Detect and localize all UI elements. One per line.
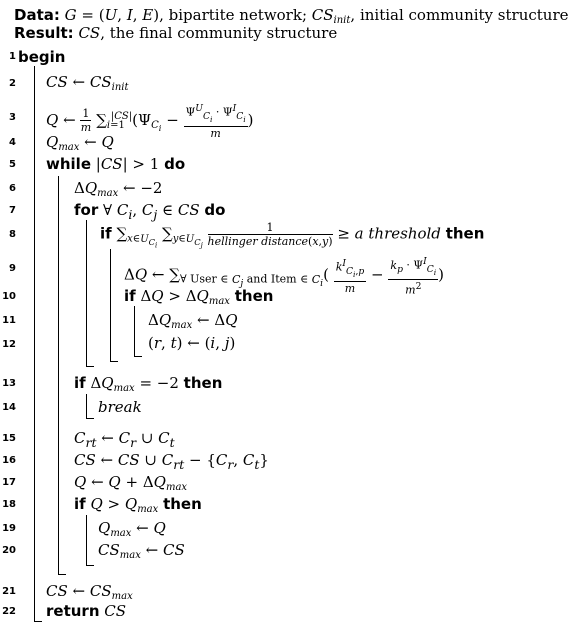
while-block-end	[58, 574, 66, 575]
while-block-line	[58, 176, 59, 574]
stmt-9: ΔQ ← $\sum_{\forall User \in C_j and Item \in C_i}$( $\frac{k^I_{C_i,p}}{m}$ − $\frac{k_p \cdot \Psi^I_{C_i}}{m^2}$ )	[124, 256, 445, 297]
stmt-12: (r, t) ← (i, j)	[148, 334, 236, 352]
line-number: 4	[9, 137, 16, 148]
data-text: G = (U, I, E), bipartite network; $CS_{init}$, initial community structure	[64, 6, 569, 26]
begin-block-end	[34, 621, 42, 622]
line-number: 11	[2, 315, 16, 326]
if-threshold-block-line	[110, 249, 111, 361]
stmt-21: CS ← $CS_{max}$	[46, 582, 133, 602]
if-dq-block-end	[134, 356, 142, 357]
line-number: 17	[2, 477, 16, 488]
stmt-8: if $\sum_{x\in U_{C_i}}$ $\sum_{y\in U_{C_j}}$ $\frac{1}{\text{hellinger distance(x,y)}}$ ≥ a threshold then	[100, 221, 485, 250]
line-2	[0, 68, 475, 94]
line-number: 21	[2, 586, 16, 597]
line-number: 13	[2, 378, 16, 389]
line-number: 8	[9, 229, 16, 240]
line-number: 7	[9, 205, 16, 216]
line-number: 22	[2, 606, 16, 617]
line-number: 1	[9, 51, 16, 62]
line-13	[0, 372, 475, 398]
line-number: 9	[9, 263, 16, 274]
line-number: 16	[2, 455, 16, 466]
stmt-11: $\Delta Q_{max}$ ← ΔQ	[148, 311, 238, 331]
if-qmax-block-line	[86, 515, 87, 565]
stmt-17: Q ← $Q + \Delta Q_{max}$	[74, 473, 188, 493]
line-10	[0, 285, 475, 311]
stmt-10: if $\Delta Q > \Delta Q_{max}$ then	[124, 287, 274, 307]
line-number: 12	[2, 339, 16, 350]
line-22	[0, 600, 475, 626]
line-12	[0, 331, 475, 357]
line-20	[0, 539, 475, 565]
stmt-6: $\Delta Q_{max}$ ← −2	[74, 179, 163, 199]
line-number: 19	[2, 523, 16, 534]
begin-keyword: begin	[18, 48, 66, 66]
if-qmax-block-end	[86, 565, 94, 566]
stmt-19: $Q_{max}$ ← Q	[98, 519, 166, 539]
stmt-5: while |CS| > 1 do	[46, 155, 186, 173]
stmt-15: $C_{rt}$ ← $C_r$ ∪ $C_t$	[74, 429, 175, 450]
line-number: 2	[9, 78, 16, 89]
stmt-13: if $\Delta Q_{max} = -2$ then	[74, 374, 223, 394]
begin-block-line	[34, 66, 35, 621]
data-label: Data:	[14, 6, 60, 24]
stmt-7: for ∀ $C_i$, $C_j$ ∈ CS do	[74, 201, 226, 222]
line-18	[0, 493, 475, 519]
if-break-block-line	[86, 394, 87, 418]
if-dq-block-line	[134, 306, 135, 356]
result-label: Result:	[14, 24, 74, 42]
line-8	[0, 219, 485, 250]
line-number: 20	[2, 545, 16, 556]
stmt-18: if $Q > Q_{max}$ then	[74, 495, 202, 515]
line-number: 15	[2, 433, 16, 444]
line-number: 6	[9, 183, 16, 194]
stmt-16: CS ← CS ∪ $C_{rt} - \{C_r$, $C_t$}	[74, 451, 269, 472]
stmt-2: CS ← $CS_{init}$	[46, 73, 129, 93]
for-block-line	[86, 220, 87, 366]
line-number: 10	[2, 291, 16, 302]
line-14	[0, 396, 475, 422]
result-line	[14, 24, 337, 42]
line-number: 14	[2, 402, 16, 413]
stmt-4: $Q_{max}$ ← Q	[46, 133, 114, 153]
if-break-block-end	[86, 418, 94, 419]
result-text: CS, the final community structure	[78, 24, 338, 42]
line-number: 5	[9, 159, 16, 170]
line-number: 18	[2, 499, 16, 510]
line-3	[0, 100, 475, 140]
if-threshold-block-end	[110, 361, 118, 362]
line-number: 3	[9, 112, 16, 123]
stmt-20: $CS_{max}$ ← CS	[98, 541, 185, 561]
for-block-end	[86, 366, 94, 367]
stmt-3: Q ← $\frac{1}{m}$ $\sum_{i=1}^{|CS|}(\Psi_{C_i}$ − $\frac{\Psi^U_{C_i} \cdot \Psi^I_{C_i}}{m}$ )	[46, 103, 254, 140]
break-keyword: break	[98, 398, 142, 416]
stmt-22: return CS	[46, 602, 127, 620]
